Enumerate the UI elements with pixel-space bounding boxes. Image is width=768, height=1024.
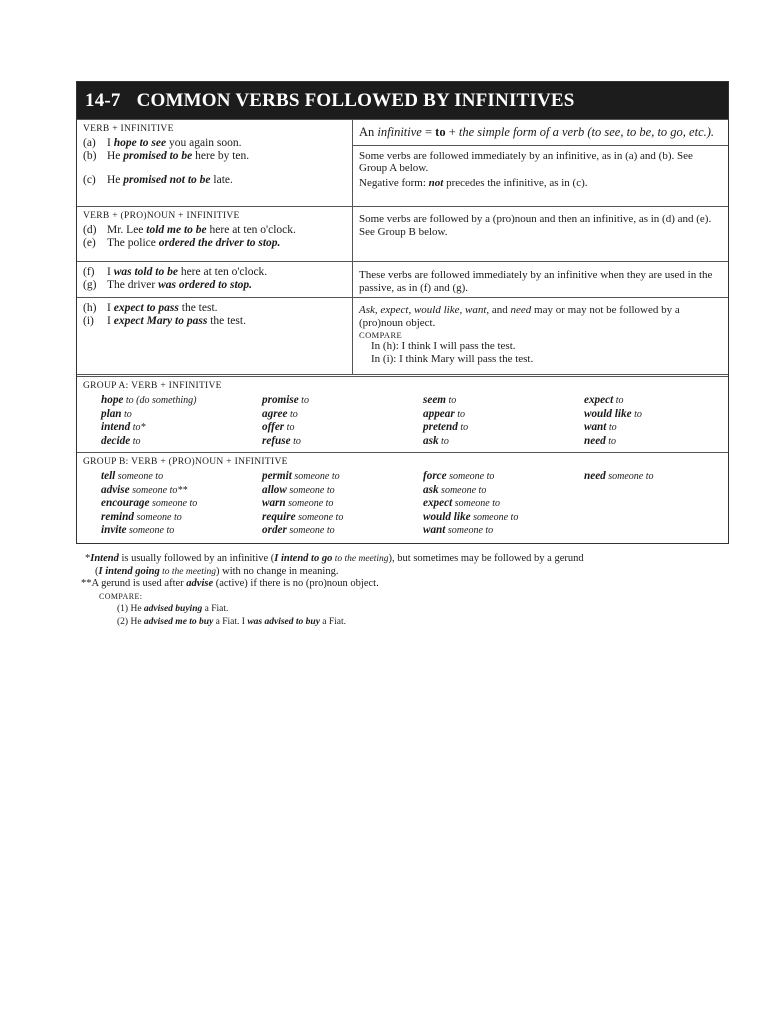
verb-item: expect someone to [423, 497, 500, 509]
explanation-group-b: Some verbs are followed by a (pro)noun and then an infinitive, as in (d) and (e). See Group B below. [359, 213, 712, 238]
verb-item: force someone to [423, 470, 495, 482]
verb-item: permit someone to [262, 470, 340, 482]
explanation-cell [353, 120, 728, 206]
verb-item: remind someone to [101, 510, 182, 523]
footnote-intend-cont: (I intend going to the meeting) with no change in meaning. [95, 565, 339, 577]
explanation-group-a: Some verbs are followed immediately by an infinitive, as in (a) and (b). See Group A below. [359, 149, 693, 174]
verb-item: plan to [101, 407, 132, 420]
verb-item: expect to [584, 394, 624, 406]
example-e: (e) The police ordered the driver to stop. [83, 236, 281, 249]
verb-item: require someone to [262, 510, 344, 523]
verb-groups [77, 374, 728, 543]
row-passive [77, 261, 728, 297]
verb-item: seem to [423, 394, 457, 406]
example-a: (a) I hope to see you again soon. [83, 137, 242, 149]
verb-item: appear to [423, 407, 465, 420]
example-f: (f) I was told to be here at ten o'clock. [83, 266, 268, 278]
group-a-header: GROUP A: VERB + INFINITIVE [83, 381, 222, 391]
explanation-passive: These verbs are followed immediately by an infinitive when they are used in the passive, as in (f) and (g). [359, 269, 713, 294]
verb-item: ask someone to [423, 483, 487, 496]
verb-item: want to [584, 421, 617, 433]
verb-item: agree to [262, 407, 298, 420]
verb-item: advise someone to** [101, 483, 188, 496]
example-b: (b) He promised to be here by ten. [83, 149, 250, 162]
verb-item [584, 497, 734, 511]
footnote-compare-label: COMPARE: [99, 591, 143, 601]
verb-item: intend to* [101, 421, 146, 433]
example-h: (h) I expect to pass the test. [83, 302, 218, 314]
explanation-cell [353, 262, 728, 297]
chart-title: COMMON VERBS FOLLOWED BY INFINITIVES [136, 89, 575, 111]
group-b-list [83, 470, 722, 541]
verb-item: order someone to [262, 524, 335, 536]
verb-item: promise to [262, 394, 309, 406]
row-verb-infinitive [77, 119, 728, 206]
grammar-chart [76, 81, 729, 544]
verb-item: want someone to [423, 524, 494, 536]
example-i: (i) I expect Mary to pass the test. [83, 314, 246, 327]
example-d: (d) Mr. Lee told me to be here at ten o'clock. [83, 224, 296, 236]
explanation-cell [353, 207, 728, 261]
verb-item [584, 511, 734, 525]
verb-item: would like to [584, 407, 642, 420]
verb-item: tell someone to [101, 470, 164, 482]
compare-i: In (i): I think Mary will pass the test. [371, 352, 534, 365]
example-g: (g) The driver was ordered to stop. [83, 278, 253, 291]
group-a-list [83, 394, 722, 448]
infinitive-definition: An infinitive = to + the simple form of a verb (to see, to be, to go, etc.). [359, 125, 715, 139]
verb-item [584, 484, 734, 498]
verb-item: hope to (do something) [101, 394, 197, 406]
compare-label: COMPARE [359, 330, 403, 340]
verb-item: decide to [101, 434, 141, 447]
row-optional-object [77, 297, 728, 374]
verb-item: need someone to [584, 470, 654, 482]
row-verb-pronoun-infinitive [77, 206, 728, 261]
verb-item: warn someone to [262, 497, 334, 509]
verb-item: ask to [423, 434, 449, 447]
chart-title-bar [77, 82, 728, 119]
examples-cell [77, 262, 353, 297]
examples-cell [77, 298, 353, 374]
pattern-header: VERB + (PRO)NOUN + INFINITIVE [83, 211, 240, 221]
verb-item: offer to [262, 421, 295, 433]
examples-cell [77, 120, 353, 206]
chart-number: 14-7 [85, 89, 121, 111]
explanation-sub [353, 145, 728, 190]
footnote-example-2: (2) He advised me to buy a Fiat. I was advised to buy a Fiat. [117, 616, 347, 627]
verb-item: invite someone to [101, 524, 175, 536]
example-c: (c) He promised not to be late. [83, 174, 233, 186]
explanation-cell [353, 298, 728, 374]
examples-cell [77, 207, 353, 261]
compare-h: In (h): I think I will pass the test. [371, 340, 516, 352]
verb-item: allow someone to [262, 483, 335, 496]
verb-item: need to [584, 434, 617, 447]
explanation-negative: Negative form: not precedes the infinitive, as in (c). [359, 176, 588, 189]
footnote-advise: **A gerund is used after advise (active) if there is no (pro)noun object. [81, 578, 379, 589]
explanation-optional-object: Ask, expect, would like, want, and need may or may not be followed by a (pro)noun object. [359, 304, 680, 329]
verb-item: would like someone to [423, 510, 519, 523]
verb-item: refuse to [262, 434, 301, 447]
group-b-header: GROUP B: VERB + (PRO)NOUN + INFINITIVE [83, 457, 288, 467]
verb-item: pretend to [423, 421, 469, 433]
verb-item [584, 524, 734, 538]
pattern-header: VERB + INFINITIVE [83, 124, 174, 134]
footnotes [81, 553, 725, 628]
verb-item: encourage someone to [101, 497, 198, 509]
footnote-example-1: (1) He advised buying a Fiat. [117, 604, 229, 614]
footnote-intend: *Intend is usually followed by an infinitive (I intend to go to the meeting), but sometimes may be followed by a gerund [85, 553, 584, 564]
